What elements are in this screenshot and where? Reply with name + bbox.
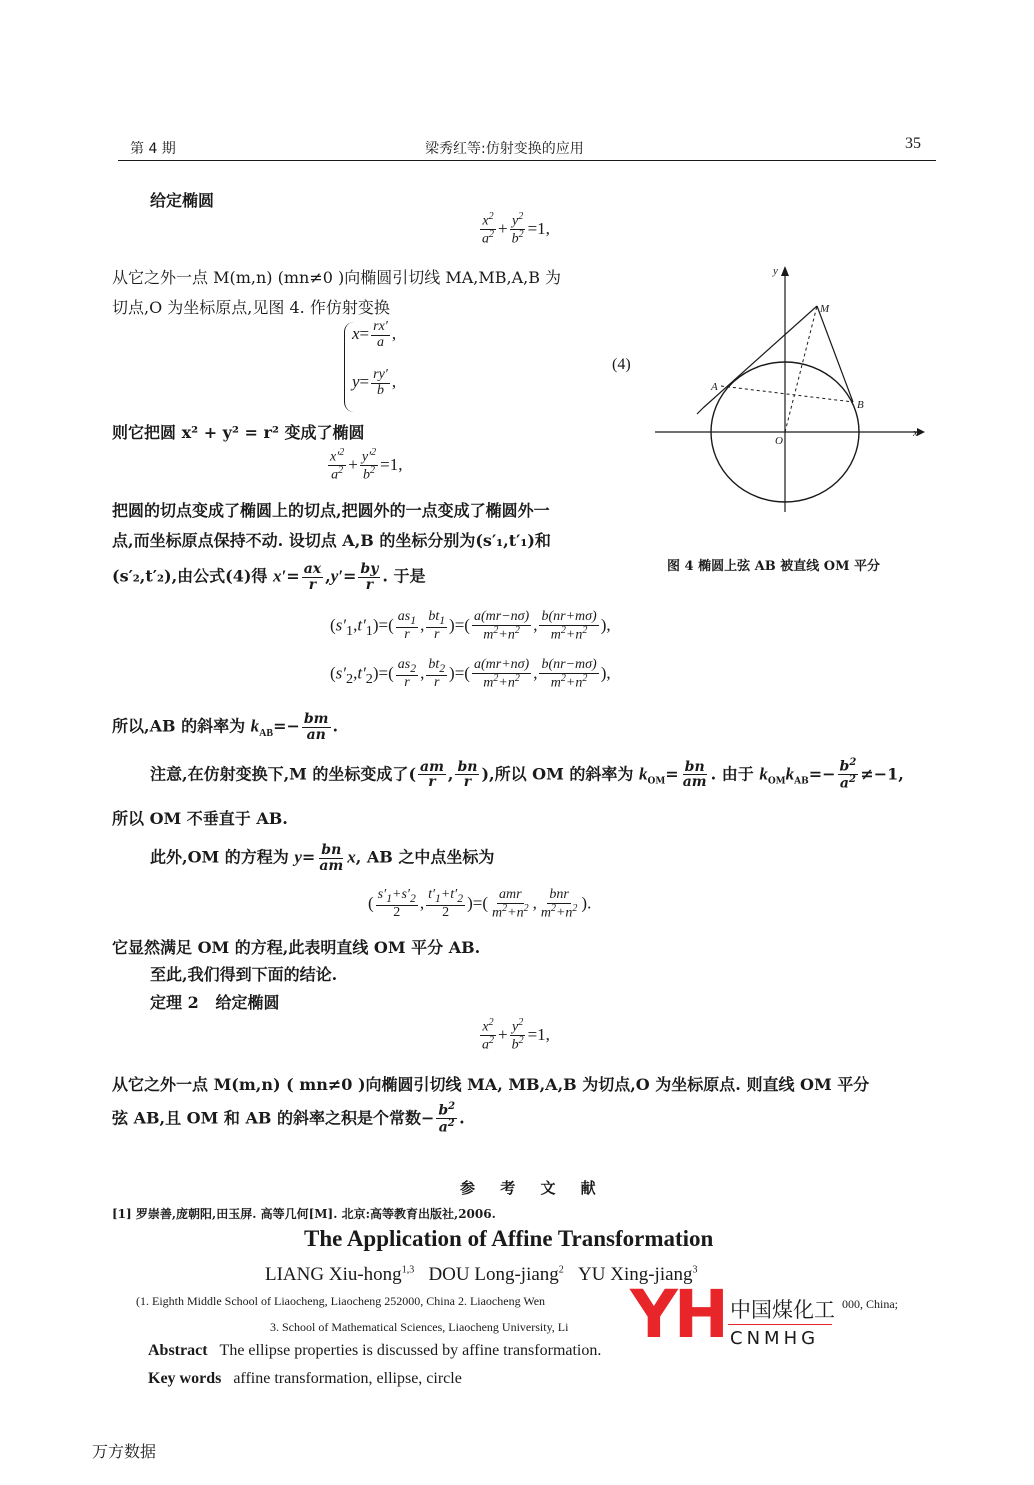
issue-label: 第 4 期 — [130, 141, 176, 157]
tangent-line-ma — [703, 306, 817, 408]
ellipse-equation-2: $\frac{x'^2}{a^2}$ + $\frac{y'^2}{b^2}$ =1, — [330, 447, 403, 483]
equation-4-y: y= $\frac{ry'}{b}$ , — [352, 367, 397, 398]
ellipse-equation-3: $\frac{x^2}{a^2}$ + $\frac{y^2}{b^2}$ =1, — [482, 1017, 550, 1053]
footer-source: 万方数据 — [92, 1442, 157, 1461]
english-title: The Application of Affine Transformation — [304, 1226, 714, 1251]
watermark-cn: 中国煤化工 — [728, 1294, 837, 1324]
affiliation-1: (1. Eighth Middle School of Liaocheng, Liaocheng 252000, China 2. Liaocheng Wen — [136, 1294, 546, 1308]
header-rule — [118, 160, 936, 161]
x-axis-arrow — [917, 428, 925, 436]
om-equation-line: 此外,OM 的方程为 y= $\frac{bn}{am}$ x, AB 之中点坐标为 — [150, 842, 495, 874]
figure-label-m: M — [820, 303, 830, 315]
figure-caption: 图 4 椭圆上弦 AB 被直线 OM 平分 — [667, 559, 880, 574]
note-line: 注意,在仿射变换下,M 的坐标变成了( $\frac{am}{r}$ , $\frac{bn}{r}$ ),所以 OM 的斜率为 $k_{OM}=$ $\frac{bn}{am}$ . 由于 $k_{OM}k_{AB}=-$ $\frac{b^2}{a^2}$ ≠−1, — [150, 757, 904, 792]
paragraph-tangent: 从它之外一点 M(m,n) (mn≠0 )向椭圆引切线 MA,MB,A,B 为 切点,O 为坐标原点,见图 4. 作仿射变换 — [112, 268, 562, 317]
figure-label-a: A — [711, 381, 718, 393]
y-axis-arrow — [781, 266, 789, 276]
affiliation-2: 3. School of Mathematical Sciences, Liaocheng University, Li — [270, 1320, 569, 1334]
figure-4 — [655, 262, 925, 512]
theorem-heading: 定理 2 给定椭圆 — [150, 993, 280, 1012]
paragraph-formula: (s′₂,t′₂),由公式(4)得 x′= $\frac{ax}{r}$ ,y′= $\frac{by}{r}$ . 于是 — [112, 561, 426, 593]
figure-label-b: B — [857, 399, 864, 411]
paragraph-circle-map: 则它把圆 x² + y² = r² 变成了椭圆 — [112, 423, 365, 442]
line-om — [785, 306, 817, 432]
english-authors: LIANG Xiu-hong$^{1,3}$ DOU Long-jiang$^2$ YU Xing-jiang$^3$ — [265, 1264, 698, 1285]
running-title: 梁秀红等:仿射变换的应用 — [425, 141, 584, 157]
figure-label-x: x — [913, 427, 918, 439]
figure-label-y: y — [773, 265, 778, 277]
reference-1: [1] 罗崇善,庞朝阳,田玉屏. 高等几何[M]. 北京:高等教育出版社,2006. — [112, 1207, 496, 1221]
midpoint-equation: ( $\frac{s'_1+s'_2}{2}$ , $\frac{t'_1+t'_2}{2}$ )=( $\frac{\text{amr}}{m^2+n^2}$ , $\frac{\text{bnr}}{m^2+n^2}$ ). — [368, 887, 592, 921]
watermark-logo — [630, 1276, 842, 1358]
figure-label-o: O — [775, 435, 783, 447]
keywords-line: Key words affine transformation, ellipse, circle — [148, 1370, 462, 1387]
not-perpendicular: 所以 OM 不垂直于 AB. — [112, 809, 288, 828]
abstract-line: Abstract The ellipse properties is discussed by affine transformation. — [148, 1342, 602, 1359]
theorem-line-2: 弦 AB,且 OM 和 AB 的斜率之积是个常数− $\frac{b^2}{a^2}$ . — [112, 1101, 465, 1136]
tangent-line-mb — [817, 306, 853, 402]
chord-ab — [721, 386, 853, 402]
page-number: 35 — [905, 135, 921, 152]
given-label: 给定椭圆 — [150, 191, 215, 210]
paragraph-tangent-points: 把圆的切点变成了椭圆上的切点,把圆外的一点变成了椭圆外一 点,而坐标原点保持不动. 设切点 A,B 的坐标分别为(s′₁,t′₁)和 — [112, 501, 551, 550]
affiliation-1-end: 000, China; — [842, 1297, 898, 1311]
tangent-extension — [697, 408, 703, 414]
coordinate-equation-2: $(s'_2,t'_2)=$( $\frac{as_2}{r}$ , $\frac{bt_2}{r}$ )=( $\frac{a(mr+n\sigma)}{m^2+n^2}$ , $\frac{b(nr-m\sigma)}{m^2+n^2}$ ), — [330, 657, 611, 691]
equation-4-label: (4) — [612, 356, 631, 373]
coordinate-equation-1: $(s'_1,t'_1)=$( $\frac{as_1}{r}$ , $\frac{bt_1}{r}$ )=( $\frac{a(mr-n\sigma)}{m^2+n^2}$ , $\frac{b(nr+m\sigma)}{m^2+n^2}$ ), — [330, 609, 611, 643]
theorem-line-1: 从它之外一点 M(m,n) ( mn≠0 )向椭圆引切线 MA, MB,A,B 为切点,O 为坐标原点. 则直线 OM 平分 — [112, 1075, 870, 1094]
watermark-logo-mark: YH — [630, 1276, 726, 1353]
slope-ab-line: 所以,AB 的斜率为 $k_{AB}=-$ $\frac{bm}{an}$ . — [112, 711, 339, 743]
watermark-en: CNMHG — [730, 1328, 820, 1349]
conclusion-line: 至此,我们得到下面的结论. — [150, 965, 338, 984]
equation-4-x: x= $\frac{rx'}{a}$ , — [352, 319, 397, 350]
ellipse-equation-1: $\frac{x^2}{a^2}$ + $\frac{y^2}{b^2}$ =1, — [482, 211, 550, 247]
references-heading: 参 考 文 献 — [460, 1179, 606, 1197]
watermark-divider — [728, 1324, 832, 1325]
satisfies-line: 它显然满足 OM 的方程,此表明直线 OM 平分 AB. — [112, 938, 481, 957]
